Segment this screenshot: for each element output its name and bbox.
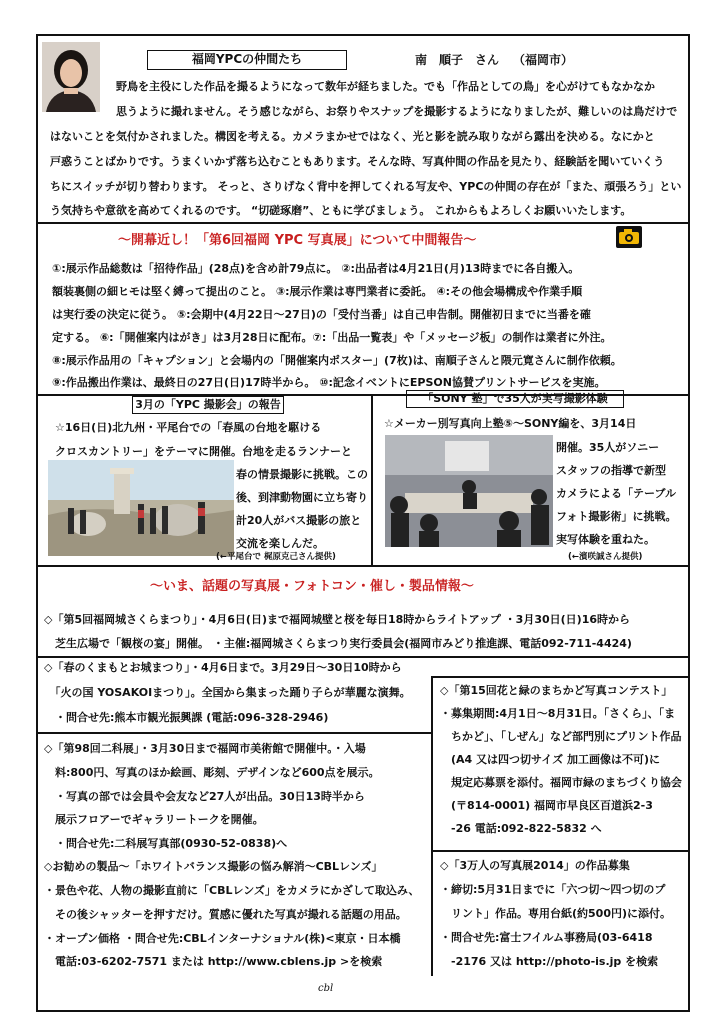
member-name: 南 順子 さん [415,53,500,67]
sony-seminar-photo [385,435,553,547]
sony-line: カメラによる「テーブル [556,487,677,500]
sony-credit: (←濱咲誠さん提供) [568,552,643,562]
topics-left-line: 料:800円、写真のほか絵画、彫刻、デザインなど600点を展示。 [44,766,380,779]
hiraodai-photo [48,460,234,556]
column-divider [431,676,433,976]
topics-right-line: ・募集期間:4月1日～8月31日。「さくら」、「ま [440,707,676,720]
topics-right-line: リント」作品。専用台紙(約500円)に添付。 [440,907,672,920]
topics-left-line: ・景色や花、人物の撮影直前に「CBLレンズ」をカメラにかざして取込み、 [44,884,420,897]
section-title-box: 福岡YPCの仲間たち [147,50,347,70]
ypc-shoot-line: 春の情景撮影に挑戦。この [236,468,368,481]
intro-line: 戸惑うことばかりです。うまくいかず落ち込むこともあります。そんな時、写真仲間の作品を見たり、経験話を聞いていくう [50,155,665,168]
topics-right-line: ・問合せ先:富士フイルム事務局(03-6418 [440,931,653,944]
intro-line: はないことを気付かされました。構図を考える。カメラまかせではなく、光と影を読み取りながら露出を決める。なにかと [50,130,655,143]
sony-line: フォト撮影術」に挑戦。 [556,510,677,523]
topics-right-line: -2176 又は http://photo-is.jp を検索 [440,955,659,968]
ypc-shoot-line: ☆16日(日)北九州・平尾台での「春風の台地を駆ける [55,421,322,434]
topics-left-line: ・写真の部では会員や会友など27人が出品。30日13時半から [44,790,365,803]
intro-line: 思うように撮れません。そう感じながら、お祭りやスナップを撮影するようになりましたが、難しいのは鳥だけで [116,105,678,118]
topics-left-line: ・問合せ先:熊本市観光振興課 (電話:096-328-2946) [44,711,329,724]
topics-right-line: 規定応募票を添付。福岡市緑のまちづくり協会 [440,776,682,789]
sony-line: 実写体験を重ねた。 [556,533,655,546]
topics-left-line: その後シャッターを押すだけ。質感に優れた写真が撮れる話題の用品。 [44,908,407,921]
ypc-shoot-line: クロスカントリー」をテーマに開催。台地を走るランナーと [55,445,352,458]
report-line: ①:展示作品総数は「招待作品」(28点)を含め計79点に。 ②:出品者は4月21日(月)13時までに各自搬入。 [52,262,580,275]
sony-title: 「SONY 塾」で35人が実写撮影体験 [406,390,624,408]
topics-left-line: ◇「第98回二科展」・3月30日まで福岡市美術館で開催中。・入場 [44,742,366,755]
topics-right-line: (A4 又は四つ切サイズ 加工画像は不可)に [440,753,660,766]
report-line: ⑨:作品搬出作業は、最終日の27日(日)17時半から。 ⑩:記念イベントにEPSON協賛プリントサービスを実施。 [52,376,606,389]
topics-title: ～いま、話題の写真展・フォトコン・催し・製品情報～ [150,579,474,594]
portrait-image [42,42,100,112]
report-line: は実行委の決定に従う。 ⑤:会期中(4月22日～27日)の「受付当番」は自己申告制。開催初日までに当番を確 [52,308,591,321]
member-location: （福岡市） [513,53,574,67]
ypc-shoot-line: 計20人がバス撮影の旅と [236,514,362,527]
topics-right-line: ◇「第15回花と緑のまちかど写真コンテスト」 [440,684,673,697]
topics-left-line: ◇「春のくまもとお城まつり」・4月6日まで。3月29日～30日10時から [44,661,402,674]
topics-line: ◇「第5回福岡城さくらまつり」・4月6日(日)まで福岡城壁と桜を毎日18時からライトアップ ・3月30日(日)16時から [44,613,631,626]
topics-right-line: (〒814-0001) 福岡市早良区百道浜2-3 [440,799,653,812]
topics-left-line: 「火の国 YOSAKOIまつり」。全国から集まった踊り子らが華麗な演舞。 [44,686,411,699]
divider [36,565,690,567]
topics-left-line: ◇お勧めの製品～「ホワイトバランス撮影の悩み解消～CBLレンズ」 [44,860,383,873]
topics-left-line: ・問合せ先:二科展写真部(0930-52-0838)へ [44,837,288,850]
topics-right-line: ◇「3万人の写真展2014」の作品募集 [440,859,630,872]
topics-right-line: ちかど」、「しぜん」など部門別にプリント作品 [440,730,682,743]
intro-line: ちにスイッチが切り替わります。 そっと、さりげなく背中を押してくれる写友や、YPCの仲間の存在が「また、頑張ろう」とい [50,180,682,193]
report-title: ～開幕近し！「第6回福岡 YPC 写真展」について中間報告～ [118,233,477,248]
topics-line: 芝生広場で「観桜の宴」開催。 ・主催:福岡城さくらまつり実行委員会(福岡市みどり推進課、電話092-711-4424) [44,637,632,650]
divider [431,850,690,852]
handwritten-note: cbl [318,983,334,994]
camera-icon [616,226,642,248]
ypc-shoot-title: 3月の「YPC 撮影会」の報告 [132,396,284,414]
column-divider [371,394,373,565]
ypc-shoot-credit: (←平尾台で 梶原克己さん提供) [216,552,336,562]
topics-right-line: ・締切:5月31日までに「六つ切～四つ切のプ [440,883,666,896]
sony-line: ☆メーカー別写真向上塾⑤～SONY編を、3月14日 [384,417,637,430]
ypc-shoot-line: 後、到津動物園に立ち寄り [236,491,368,504]
intro-line: う気持ちや意欲を高めてくれるのです。 “切磋琢磨”、ともに学びましょう。 これからもよろしくお願いいたします。 [50,204,632,217]
topics-left-line: ・オープン価格 ・問合せ先:CBLインターナショナル(株)<東京・日本橋 [44,932,401,945]
topics-left-line: 電話:03-6202-7571 または http://www.cblens.jp >を検索 [44,955,383,968]
ypc-shoot-line: 交流を楽しんだ。 [236,537,324,550]
intro-line: 野鳥を主役にした作品を撮るようになって数年が経ちました。でも「作品としての鳥」を心がけてもなかなか [116,80,655,93]
member-portrait [42,42,100,112]
divider [36,732,431,734]
sony-line: 開催。35人がソニー [556,441,660,454]
report-line: ⑧:展示作品用の「キャプション」と会場内の「開催案内ポスター」(7枚)は、南順子さんと隈元寛さんに制作依頼。 [52,354,622,367]
divider [36,222,690,224]
report-line: 額装裏側の細ヒモは堅く縛って提出のこと。 ③:展示作業は専門業者に委託。 ④:その他会場構成や作業手順 [52,285,583,298]
report-line: 定する。 ⑥:「開催案内はがき」は3月28日に配布。⑦:「出品一覧表」や「メッセージ板」の制作は業者に外注。 [52,331,612,344]
topics-left-line: 展示フロアーでギャラリートークを開催。 [44,813,264,826]
divider [431,676,690,678]
topics-right-line: -26 電話:092-822-5832 へ [440,822,602,835]
sony-line: スタッフの指導で新型 [556,464,666,477]
divider [36,656,690,658]
